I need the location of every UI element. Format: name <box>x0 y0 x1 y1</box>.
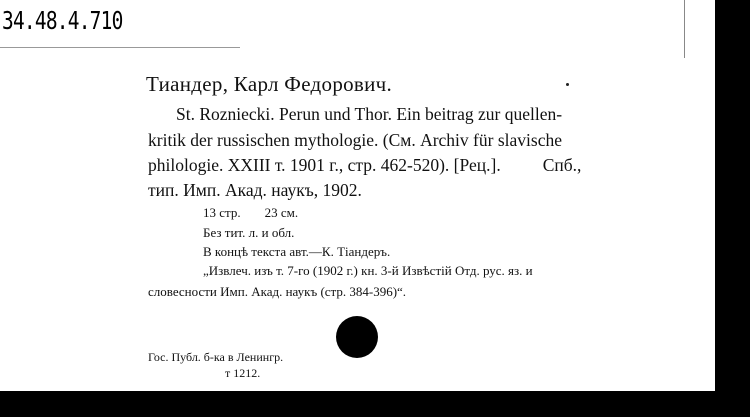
library-stamp: Гос. Публ. б-ка в Ленингр. <box>148 350 284 364</box>
title-line-3-text: philologie. XXIII т. 1901 г., стр. 462-520). [Рец.]. <box>148 155 501 175</box>
title-line-2: kritik der russischen mythologie. (См. Archiv für slavische <box>148 130 562 150</box>
shelfmark: 34.48.4.710 <box>2 6 123 35</box>
punch-hole <box>336 316 378 358</box>
author-heading: Тиандер, Карл Федорович. <box>146 72 393 96</box>
title-line-1: St. Roznieckі. Perun und Thor. Ein beitrag zur quellen- <box>176 104 563 124</box>
note-4: словесности Имп. Акад. наукъ (стр. 384-396)“. <box>148 284 407 299</box>
note-1: Без тит. л. и обл. <box>203 225 295 240</box>
stamp-number: т 1212. <box>225 366 261 380</box>
page-count: 13 стр. <box>203 205 241 220</box>
book-size: 23 см. <box>264 205 299 220</box>
publication-place: Спб., <box>542 155 582 175</box>
note-2: В концѣ текста авт.—К. Тіандеръ. <box>203 244 391 259</box>
top-divider <box>0 47 240 48</box>
collation <box>203 205 298 221</box>
title-line-3 <box>148 155 581 176</box>
ink-dot <box>566 83 569 86</box>
card-edge-line <box>684 0 685 58</box>
note-3: „Извлеч. изъ т. 7-го (1902 г.) кн. 3-й Извѣстій Отд. рус. яз. и <box>203 263 533 278</box>
title-line-4: тип. Имп. Акад. наукъ, 1902. <box>148 180 362 200</box>
